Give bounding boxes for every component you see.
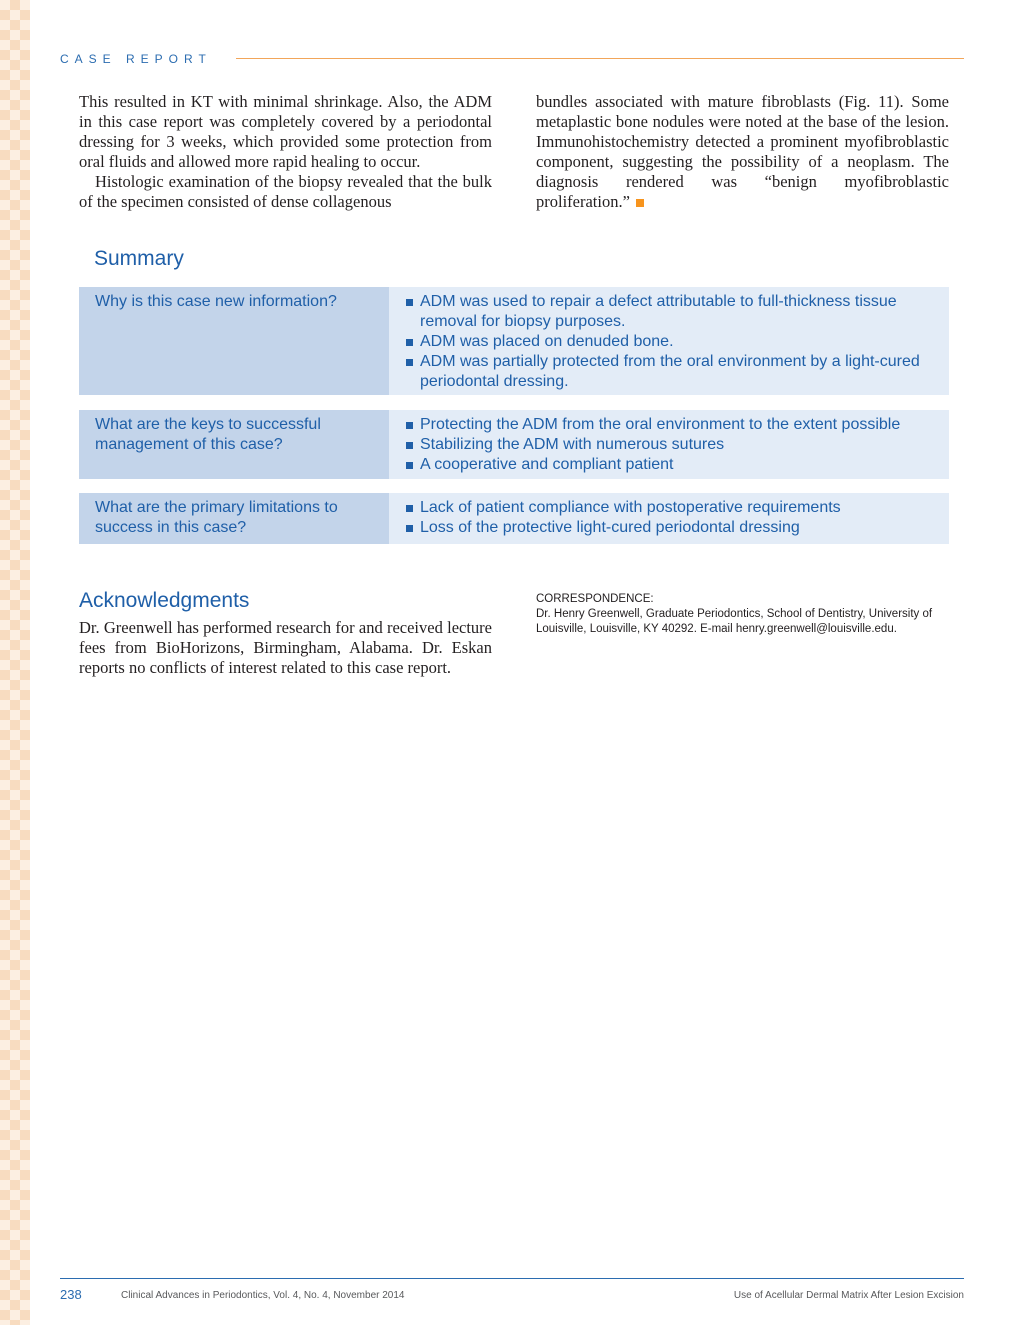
header-rule: [236, 58, 964, 59]
acknowledgments-text: Dr. Greenwell has performed research for and received lecture fees from BioHorizons, Birmingham, Alabama. Dr. Eskan reports no conflicts of interest related to this case report.: [79, 618, 492, 677]
decorative-side-strip: [0, 0, 30, 1325]
acknowledgments-title: Acknowledgments: [79, 589, 250, 612]
summary-answer-item: ADM was placed on denuded bone.: [405, 332, 939, 352]
summary-question: Why is this case new information?: [79, 287, 389, 395]
correspondence-text: Dr. Henry Greenwell, Graduate Periodontics, School of Dentistry, University of Louisville, Louisville, KY 40292. E-mail henry.greenwell@louisville.edu.: [536, 608, 933, 635]
summary-answer-item: ADM was used to repair a defect attributable to full-thickness tissue removal for biopsy purposes.: [405, 292, 939, 332]
summary-question: What are the primary limitations to success in this case?: [79, 493, 389, 544]
summary-answers: [389, 287, 949, 395]
body-column-left: [79, 92, 492, 212]
body-paragraph: Histologic examination of the biopsy revealed that the bulk of the specimen consisted of dense collagenous: [79, 172, 492, 211]
summary-row: [79, 287, 949, 395]
summary-row: [79, 493, 949, 544]
footer-article-title: Use of Acellular Dermal Matrix After Lesion Excision: [733, 1290, 964, 1301]
summary-answer-item: ADM was partially protected from the oral environment by a light-cured periodontal dressing.: [405, 352, 939, 392]
summary-answers: [389, 410, 949, 479]
body-paragraph: [536, 92, 949, 212]
summary-title: Summary: [94, 247, 184, 270]
summary-answer-item: A cooperative and compliant patient: [405, 455, 939, 475]
page-number: 238: [60, 1287, 82, 1302]
footer-rule: [60, 1278, 964, 1279]
summary-answer-item: Lack of patient compliance with postoperative requirements: [405, 498, 939, 518]
body-column-right: [536, 92, 949, 212]
summary-answer-item: Protecting the ADM from the oral environment to the extent possible: [405, 415, 939, 435]
end-of-article-mark: [636, 199, 644, 207]
summary-answers: [389, 493, 949, 544]
section-label: CASE REPORT: [60, 52, 212, 66]
summary-question: What are the keys to successful management of this case?: [79, 410, 389, 479]
footer-journal-citation: Clinical Advances in Periodontics, Vol. 4, No. 4, November 2014: [121, 1290, 405, 1301]
summary-answer-item: Stabilizing the ADM with numerous sutures: [405, 435, 939, 455]
body-paragraph: This resulted in KT with minimal shrinkage. Also, the ADM in this case report was completely covered by a periodontal dressing for 3 weeks, which provided some protection from oral fluids and allowed more rapid healing to occur.: [79, 92, 492, 171]
correspondence-label: CORRESPONDENCE:: [536, 593, 654, 605]
summary-answer-item: Loss of the protective light-cured periodontal dressing: [405, 518, 939, 538]
body-text: bundles associated with mature fibroblasts (Fig. 11). Some metaplastic bone nodules were noted at the base of the lesion. Immunohistochemistry detected a prominent myofibroblastic component, suggesting the possibility of a neoplasm. The diagnosis rendered was “benign myofibroblastic proliferation.”: [536, 92, 949, 211]
summary-row: [79, 410, 949, 479]
